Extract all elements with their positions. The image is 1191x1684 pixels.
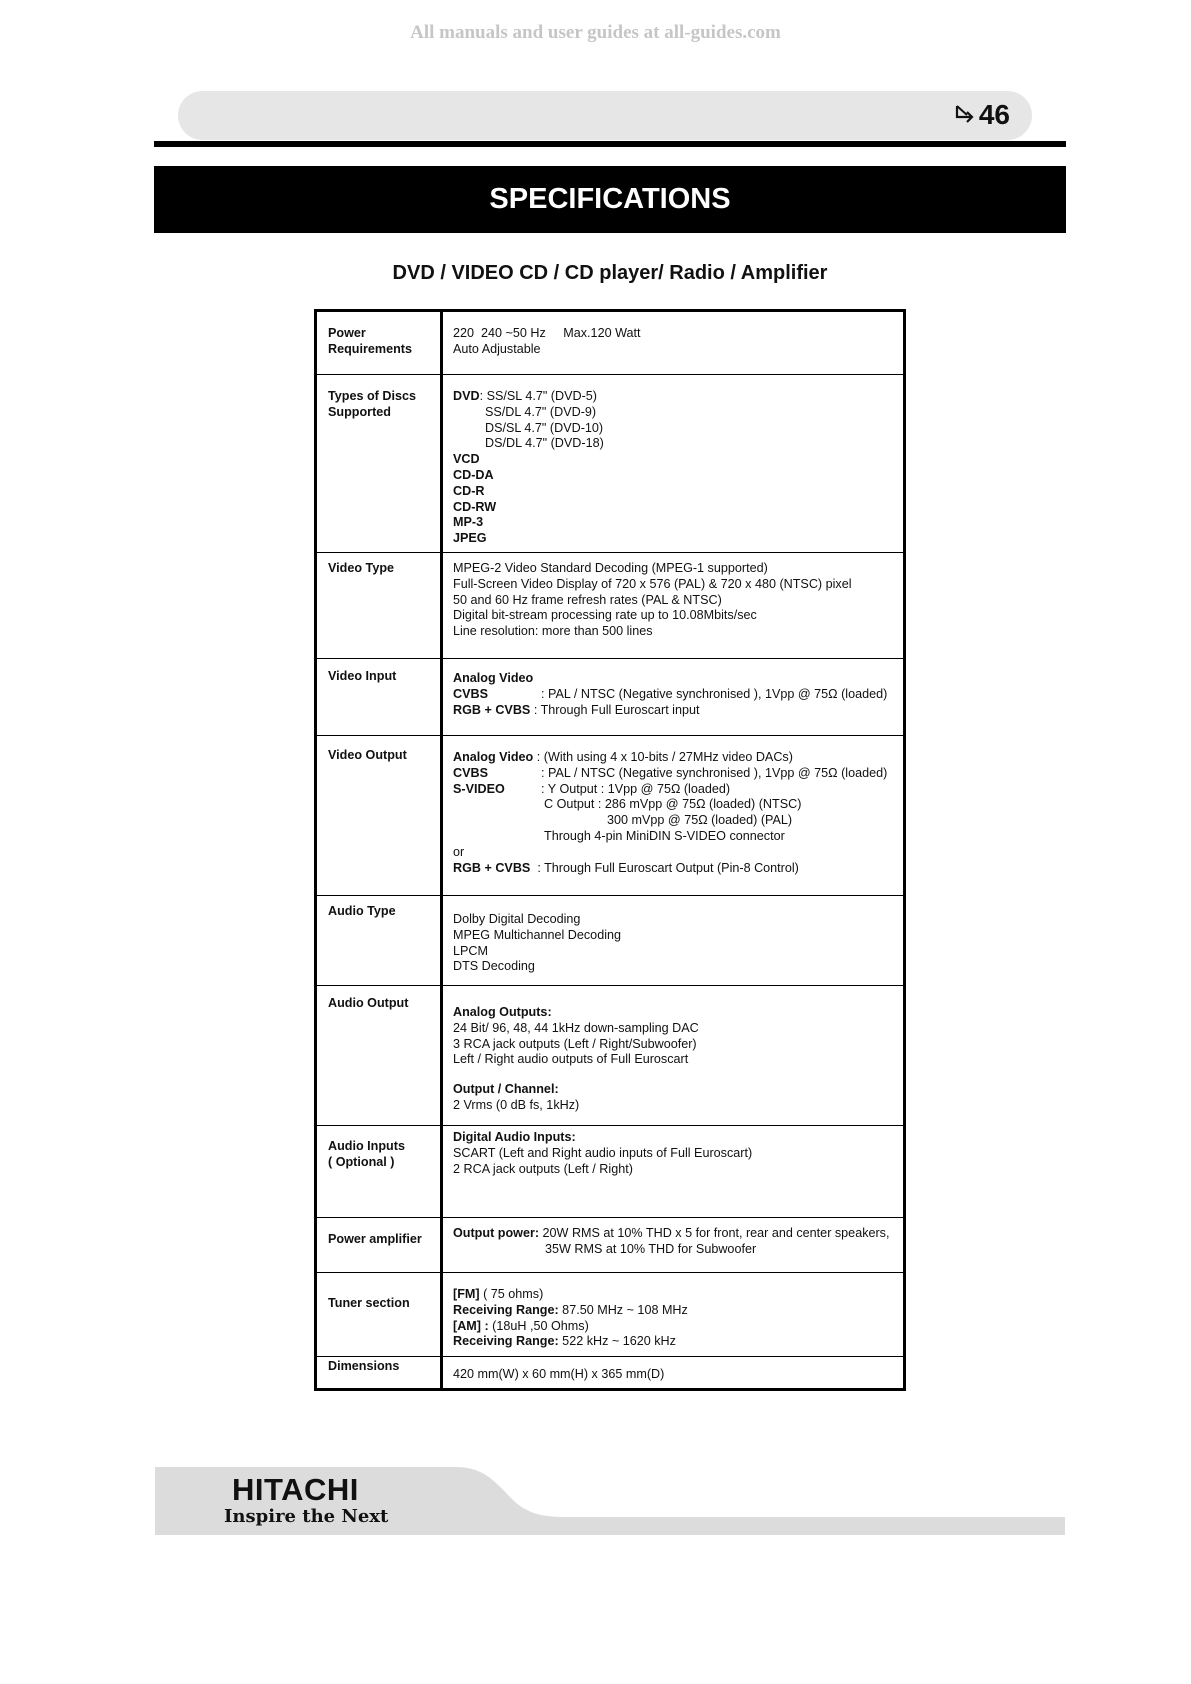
value-key: Receiving Range: — [453, 1334, 559, 1349]
label-line: Types of Discs — [328, 389, 416, 403]
spec-row-video-output — [316, 736, 905, 896]
value-heading: Output / Channel: — [453, 1082, 559, 1097]
value-line: Through 4-pin MiniDIN S-VIDEO connector — [544, 828, 785, 843]
value-heading: Analog Video — [453, 750, 534, 764]
label-line: ( Optional ) — [328, 1154, 395, 1169]
value-line — [453, 1287, 899, 1303]
spec-value — [442, 736, 905, 896]
page-subtitle: DVD / VIDEO CD / CD player/ Radio / Amplifier — [392, 262, 828, 284]
spec-row-video-input — [316, 659, 905, 736]
spec-row-audio-type — [316, 896, 905, 986]
value-line: MP-3 — [453, 515, 484, 530]
page-number — [953, 99, 1010, 131]
value-line: Full-Screen Video Display of 720 x 576 (PAL) & 720 x 480 (NTSC) pixel — [453, 576, 852, 591]
value-line — [453, 1334, 899, 1350]
value-line: Dolby Digital Decoding — [453, 912, 581, 926]
spec-label: Audio Output — [316, 986, 442, 1126]
value-line — [453, 703, 899, 719]
label-line: Requirements — [328, 341, 412, 356]
spec-row-power-amp — [316, 1218, 905, 1273]
value-line: 420 mm(W) x 60 mm(H) x 365 mm(D) — [453, 1367, 665, 1381]
value-line: CD-RW — [453, 499, 497, 514]
spec-value — [442, 896, 905, 986]
value-text: : (With using 4 x 10-bits / 27MHz video DACs) — [533, 750, 793, 764]
spec-value — [442, 986, 905, 1126]
value-line: Left / Right audio outputs of Full Euroscart — [453, 1052, 689, 1067]
header-pill — [178, 91, 1032, 140]
spec-value — [442, 1218, 905, 1273]
value-text: : Through Full Euroscart input — [530, 702, 700, 717]
spec-row-tuner — [316, 1273, 905, 1357]
spec-label: Video Input — [316, 659, 442, 736]
value-line: CD-R — [453, 483, 485, 498]
spec-label: Dimensions — [316, 1357, 442, 1390]
value-key: RGB + CVBS — [453, 702, 531, 717]
value-line: 2 Vrms (0 dB fs, 1kHz) — [453, 1097, 580, 1112]
value-line — [453, 750, 899, 766]
value-line: CD-DA — [453, 467, 494, 482]
spec-value — [442, 1357, 905, 1390]
value-line: 24 Bit/ 96, 48, 44 1kHz down-sampling DAC — [453, 1020, 699, 1035]
value-line: or — [453, 844, 465, 859]
value-line: DS/SL 4.7" (DVD-10) — [485, 420, 604, 435]
spec-label: Audio Type — [316, 896, 442, 986]
value-heading: Digital Audio Inputs: — [453, 1130, 576, 1144]
value-text: : PAL / NTSC (Negative synchronised ), 1Vpp @ 75Ω (loaded) — [541, 765, 888, 780]
spec-row-video-type — [316, 553, 905, 659]
value-text: 87.50 MHz ~ 108 MHz — [558, 1302, 688, 1317]
value-heading: Analog Video — [453, 671, 534, 685]
label-line: Audio Inputs — [328, 1139, 405, 1153]
value-text: 20W RMS at 10% THD x 5 for front, rear and center speakers, — [539, 1226, 890, 1240]
value-key: CVBS — [453, 686, 488, 701]
spec-value — [442, 1273, 905, 1357]
value-line: 3 RCA jack outputs (Left / Right/Subwoofer) — [453, 1036, 697, 1051]
spec-label: Video Type — [316, 553, 442, 659]
page-title: SPECIFICATIONS — [154, 166, 1066, 233]
spec-label — [316, 311, 442, 375]
value-key: CVBS — [453, 765, 488, 780]
value-line: 50 and 60 Hz frame refresh rates (PAL & NTSC) — [453, 592, 722, 607]
spec-label: Tuner section — [316, 1273, 442, 1357]
label-line: Supported — [328, 404, 391, 419]
value-line: SS/DL 4.7" (DVD-9) — [485, 404, 597, 419]
page-arrow-icon — [953, 103, 977, 127]
spec-row-dimensions — [316, 1357, 905, 1390]
value-line: DTS Decoding — [453, 959, 535, 974]
value-line: VCD — [453, 452, 480, 467]
specifications-table — [314, 309, 906, 1391]
value-text: (18uH ,50 Ohms) — [488, 1318, 589, 1333]
spec-value — [442, 659, 905, 736]
spacer — [453, 1068, 899, 1082]
value-key: Output power: — [453, 1226, 540, 1240]
value-line: 220 240 ~50 Hz Max.120 Watt — [453, 326, 641, 340]
value-line: 35W RMS at 10% THD for Subwoofer — [545, 1241, 757, 1256]
value-line: MPEG-2 Video Standard Decoding (MPEG-1 supported) — [453, 561, 768, 575]
value-line: LPCM — [453, 943, 488, 958]
spec-value — [442, 375, 905, 553]
value-line — [453, 861, 899, 877]
value-line — [453, 766, 899, 782]
label-line: Power — [328, 326, 366, 340]
value-line — [453, 1226, 899, 1242]
watermark-text: All manuals and user guides at all-guides.com — [410, 22, 781, 43]
value-text: : Through Full Euroscart Output (Pin-8 Control) — [530, 860, 799, 875]
spec-value — [442, 1126, 905, 1218]
brand-logo: HITACHI — [232, 1472, 359, 1507]
value-line: Line resolution: more than 500 lines — [453, 624, 653, 639]
value-line: C Output : 286 mVpp @ 75Ω (loaded) (NTSC) — [544, 797, 802, 812]
value-key: RGB + CVBS — [453, 860, 531, 875]
value-line: 2 RCA jack outputs (Left / Right) — [453, 1161, 633, 1176]
brand-tagline: Inspire the Next — [224, 1506, 389, 1527]
value-heading: Analog Outputs: — [453, 1005, 552, 1019]
header-rule — [154, 141, 1066, 147]
value-line — [453, 389, 899, 405]
spec-row-audio-inputs — [316, 1126, 905, 1218]
spec-row-discs — [316, 375, 905, 553]
value-line: SCART (Left and Right audio inputs of Full Euroscart) — [453, 1145, 753, 1160]
value-line: MPEG Multichannel Decoding — [453, 927, 621, 942]
value-key: Receiving Range: — [453, 1302, 559, 1317]
value-line: JPEG — [453, 531, 487, 546]
spec-label: Video Output — [316, 736, 442, 896]
value-line — [453, 1303, 899, 1319]
value-line — [453, 782, 899, 798]
spec-row-audio-output — [316, 986, 905, 1126]
value-line: DS/DL 4.7" (DVD-18) — [485, 436, 604, 451]
value-text: : PAL / NTSC (Negative synchronised ), 1Vpp @ 75Ω (loaded) — [541, 686, 888, 701]
value-key: [FM] — [453, 1287, 480, 1301]
spec-label — [316, 1126, 442, 1218]
spec-value — [442, 553, 905, 659]
spec-label — [316, 375, 442, 553]
value-line — [453, 687, 899, 703]
value-line — [453, 1319, 899, 1335]
spec-row-power — [316, 311, 905, 375]
value-line: Auto Adjustable — [453, 341, 541, 356]
value-text: 522 kHz ~ 1620 kHz — [558, 1334, 676, 1349]
dvd-format: : SS/SL 4.7" (DVD-5) — [479, 389, 597, 403]
value-text: ( 75 ohms) — [479, 1287, 544, 1301]
page-number-text: 46 — [978, 99, 1010, 130]
value-line: Digital bit-stream processing rate up to 10.08Mbits/sec — [453, 608, 757, 623]
value-text: : Y Output : 1Vpp @ 75Ω (loaded) — [541, 781, 731, 796]
dvd-label: DVD — [453, 389, 480, 403]
spec-label: Power amplifier — [316, 1218, 442, 1273]
spec-value — [442, 311, 905, 375]
value-line: 300 mVpp @ 75Ω (loaded) (PAL) — [607, 813, 793, 828]
value-key: [AM] : — [453, 1318, 489, 1333]
value-key: S-VIDEO — [453, 781, 505, 796]
